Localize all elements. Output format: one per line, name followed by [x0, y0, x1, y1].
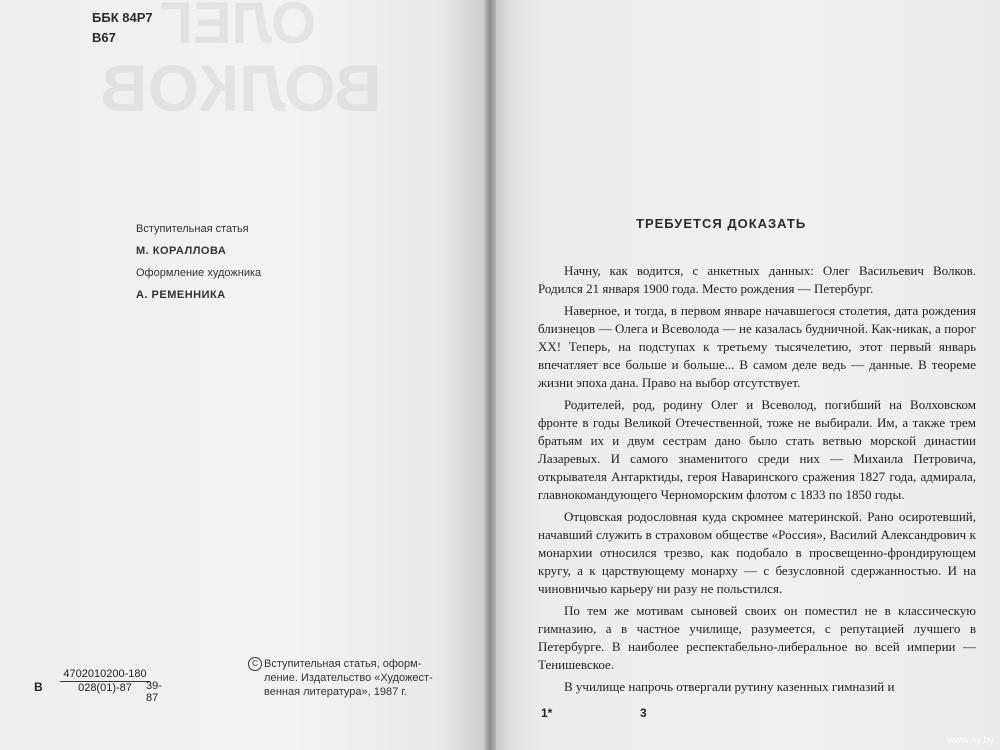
body-text	[538, 262, 976, 700]
credit-role: Вступительная статья	[136, 223, 249, 235]
credit-name: М. КОРАЛЛОВА	[136, 245, 227, 257]
paragraph: Родителей, род, родину Олег и Всеволод, погибший на Волховском фронте в годы Великой Отечественной, тоже не выбирали. Им, а также трем братьям их и двум сестрам дано было стать ветвью морской династии Лазаревых. И самого знаменитого среди них — Михаила Петровича, открывателя Антарктиды, героя Наваринского сражения 1827 года, адмирала, главнокомандующего Черноморским флотом с 1833 по 1850 годы.	[538, 397, 976, 502]
left-page: ОЛЕГ ВОЛКОВ ББК 84Р7 В67 Вступительная статья М. КОРАЛЛОВА Оформление художника А. РЕМЕННИКА В $\frac{4702010200-180}{028(01)-87}$ 39-87 С Вступительная статья, оформ- ление. Издательство «Художест- венная литература», 1987 г.	[0, 0, 490, 750]
credit-role: Оформление художника	[136, 267, 262, 279]
bleed-through-text: ВОЛКОВ	[100, 51, 382, 125]
paragraph: Наверное, и тогда, в первом январе начавшегося столетия, дата рождения близнецов — Олега и Всеволода — не казалась будничной. Как-никак, а порог XX! Теперь, на подступах к третьему тысячелетию, этот первый январь впечатляет все больше и больше... В самом деле ведь — данные. В теореме жизни эпоха дана. Право на выбор отсутствует.	[538, 303, 976, 390]
copyright-notice: С Вступительная статья, оформ- ление. Издательство «Художест- венная литература», 1987 г.	[248, 657, 458, 699]
credits	[136, 218, 261, 306]
paragraph: По тем же мотивам сыновей своих он поместил не в классическую гимназию, а в частное училище, разумеется, с репутацией лучшего в Петербурге. В наиболее респектабельно-либеральное во всей империи — Тенишевское.	[538, 603, 976, 672]
paragraph: В училище напрочь отвергали рутину казенных гимназий и	[564, 679, 895, 694]
classification-code: ББК 84Р7 В67	[92, 10, 153, 45]
chapter-title: ТРЕБУЕТСЯ ДОКАЗАТЬ	[636, 216, 807, 231]
page-number: 3	[640, 706, 647, 720]
paragraph: Отцовская родословная куда скромнее материнской. Рано осиротевший, начавший служить в страховом обществе «Россия», Василий Александрович к монархии относился трезво, как подобало в просвещенно-фрондирующем кругу, а к царствующему монарху — с безусловной сдержанностью. И на чиновничью карьеру ни разу не польстился.	[538, 509, 976, 596]
book-spine	[484, 0, 496, 750]
copyright-icon: С	[248, 657, 262, 671]
credit-name: А. РЕМЕННИКА	[136, 289, 226, 301]
bleed-through-text: ОЛЕГ	[160, 0, 316, 56]
signature-mark: 1*	[541, 706, 553, 720]
watermark: www.ay.by	[946, 735, 994, 746]
paragraph: Начну, как водится, с анкетных данных: Олег Васильевич Волков. Родился 21 января 1900 года. Место рождения — Петербург.	[538, 263, 976, 296]
